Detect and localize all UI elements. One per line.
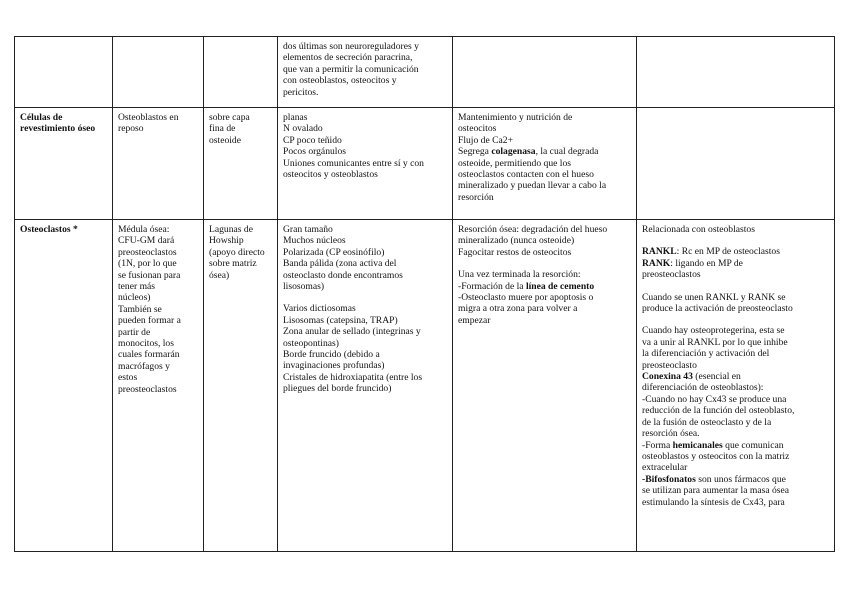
cell-name [15, 37, 113, 108]
cell-location [204, 37, 278, 108]
cell-notes [637, 37, 835, 108]
cell-text: sobre matriz [209, 258, 257, 270]
text-run: -Formación de la [458, 280, 526, 292]
cell-location [204, 220, 278, 552]
cell-text: Mantenimiento y nutrición de [458, 112, 573, 123]
cell-text: migra a otra zona para volver a [458, 303, 578, 315]
cell-text: Gran tamaño [283, 224, 333, 235]
cell-text: diferenciación de osteoblastos): [642, 382, 764, 394]
cell-origin [113, 37, 204, 108]
cell-text: osteoclasto donde encontramos [283, 269, 403, 281]
cell-text: Osteoblastos en [118, 112, 179, 123]
cell-text: osteocitos [458, 123, 497, 135]
cell-function [453, 108, 637, 220]
row-title: Osteoclastos * [20, 224, 78, 235]
cell-text: dos últimas son neuroreguladores y [283, 41, 419, 52]
cell-text: Banda pálida (zona activa del [283, 258, 397, 270]
cell-text [642, 371, 830, 382]
cell-text: de la fusión de osteoclasto y de la [642, 416, 772, 428]
cell-text: estimulando la síntesis de Cx43, para [642, 496, 785, 508]
cell-text: Polarizada (CP eosinófilo) [283, 246, 385, 258]
cell-text: Relacionada con osteoblastos [642, 224, 755, 235]
bold-term: -Bifosfonatos [642, 473, 696, 485]
cell-text: Flujo de Ca2+ [458, 134, 513, 146]
cell-text: núcleos) [118, 292, 151, 304]
cell-name [15, 220, 113, 552]
cell-text: partir de [118, 326, 151, 338]
cell-text: pericitos. [283, 86, 319, 98]
bold-term: hemicanales [672, 439, 723, 451]
bold-term: línea de cemento [525, 280, 595, 292]
cell-text: Cuando se unen RANKL y RANK se [642, 291, 786, 303]
cell-text: reposo [118, 123, 144, 135]
cell-text: Cuando hay osteoprotegerina, esta se [642, 325, 785, 337]
cell-text: Fagocitar restos de osteocitos [458, 246, 572, 258]
histology-table [14, 36, 835, 552]
spacer [642, 235, 830, 246]
cell-text: Uniones comunicantes entre sí y con [283, 157, 424, 169]
row-title: Células de [20, 112, 63, 123]
cell-text: empezar [458, 314, 491, 326]
cell-text: pliegues del borde fruncido) [283, 383, 392, 395]
cell-origin [113, 220, 204, 552]
cell-location [204, 108, 278, 220]
text-run: que comunican [722, 439, 784, 451]
cell-text: fina de [209, 123, 236, 135]
cell-text: cuales formarán [118, 349, 180, 361]
cell-text [458, 146, 632, 157]
text-run: , la cual degrada [535, 146, 599, 158]
cell-text [642, 258, 830, 269]
cell-text [642, 246, 830, 257]
cell-text [642, 474, 830, 485]
cell-text: Médula ósea: [118, 224, 170, 235]
cell-text: osteoide [209, 134, 241, 146]
text-run: : Rc en MP de osteoclastos [676, 246, 780, 258]
cell-text: macrófagos y [118, 360, 170, 372]
cell-text: osteoclastos contacten con el hueso [458, 169, 594, 181]
cell-text: Zona anular de sellado (integrinas y [283, 326, 421, 338]
cell-text: -Osteoclasto muere por apoptosis o [458, 292, 594, 304]
cell-text: que van a permitir la comunicación [283, 63, 419, 75]
cell-text: ósea) [209, 269, 230, 281]
cell-text: Resorción ósea: degradación del hueso [458, 224, 608, 235]
cell-text: Lisosomas (catepsina, TRAP) [283, 314, 398, 326]
cell-text: Lagunas de [209, 224, 253, 235]
spacer [642, 281, 830, 292]
cell-text: preosteoclastos [118, 246, 177, 258]
cell-text: CFU-GM dará [118, 235, 175, 247]
cell-text: (1N, por lo que [118, 258, 177, 270]
cell-text: osteopontinas) [283, 337, 339, 349]
cell-function [453, 37, 637, 108]
cell-text: Howship [209, 235, 244, 247]
cell-text: sobre capa [209, 112, 250, 123]
cell-text: N ovalado [283, 123, 323, 135]
cell-text [642, 440, 830, 451]
cell-text: monocitos, los [118, 338, 174, 350]
cell-notes [637, 108, 835, 220]
cell-text: Pocos orgánulos [283, 146, 346, 158]
cell-text: mineralizado (nunca osteoide) [458, 235, 575, 247]
text-run: -Forma [642, 439, 673, 451]
cell-text: osteoide, permitiendo que los [458, 157, 571, 169]
cell-text: Cristales de hidroxiapatita (entre los [283, 371, 423, 383]
table-row [15, 37, 835, 108]
cell-text: elementos de secreción paracrina, [283, 52, 413, 64]
cell-morphology [278, 37, 453, 108]
text-run: (esencial en [692, 371, 741, 383]
cell-text: Una vez terminada la resorción: [458, 269, 581, 281]
cell-text: resorción [458, 191, 494, 203]
cell-text: preosteoclastos [642, 269, 701, 281]
cell-text: preosteoclastos [118, 383, 177, 395]
cell-text: Borde fruncido (debido a [283, 349, 380, 361]
cell-morphology [278, 108, 453, 220]
cell-text: (apoyo directo [209, 246, 265, 258]
cell-text: con osteoblastos, osteocitos y [283, 75, 397, 87]
cell-text: planas [283, 112, 308, 123]
cell-text: estos [118, 372, 138, 384]
cell-origin [113, 108, 204, 220]
cell-text: la diferenciación y activación del [642, 348, 770, 360]
cell-text: extracelular [642, 462, 688, 474]
cell-text: pueden formar a [118, 315, 181, 327]
text-run: son unos fármacos que [695, 473, 786, 485]
cell-text: Varios dictiosomas [283, 303, 356, 315]
spacer [283, 292, 448, 303]
cell-text: osteoblastos y osteocitos con la matriz [642, 450, 790, 462]
cell-text: produce la activación de preosteoclasto [642, 303, 793, 315]
spacer [458, 258, 632, 269]
cell-text: osteocitos y osteoblastos [283, 169, 378, 181]
cell-text: Muchos núcleos [283, 235, 346, 247]
bold-term: Conexina 43 [642, 371, 693, 383]
cell-text: mineralizado y puedan llevar a cabo la [458, 180, 607, 192]
cell-text: preosteoclasto [642, 359, 697, 371]
cell-text: invaginaciones profundas) [283, 360, 385, 372]
cell-notes [637, 220, 835, 552]
bold-term: colagenasa [491, 146, 536, 158]
bold-term: RANK [642, 257, 671, 269]
row-title: revestimiento óseo [20, 123, 96, 135]
table-row [15, 108, 835, 220]
cell-text: se fusionan para [118, 269, 181, 281]
cell-text: se utilizan para aumentar la masa ósea [642, 485, 790, 497]
cell-text: va a unir al RANKL por lo que inhibe [642, 336, 788, 348]
table-row [15, 220, 835, 552]
cell-name [15, 108, 113, 220]
cell-text: También se [118, 303, 162, 315]
cell-text: tener más [118, 281, 156, 293]
cell-text [458, 281, 632, 292]
cell-text: -Cuando no hay Cx43 se produce una [642, 393, 787, 405]
text-run: Segrega [458, 146, 492, 158]
cell-text: CP poco teñido [283, 134, 342, 146]
text-run: : ligando en MP de [670, 257, 743, 269]
cell-text: lisosomas) [283, 281, 325, 293]
bold-term: RANKL [642, 246, 677, 258]
cell-function [453, 220, 637, 552]
cell-text: reducción de la función del osteoblasto, [642, 405, 795, 417]
cell-text: resorción ósea. [642, 428, 700, 440]
spacer [642, 314, 830, 325]
cell-morphology [278, 220, 453, 552]
